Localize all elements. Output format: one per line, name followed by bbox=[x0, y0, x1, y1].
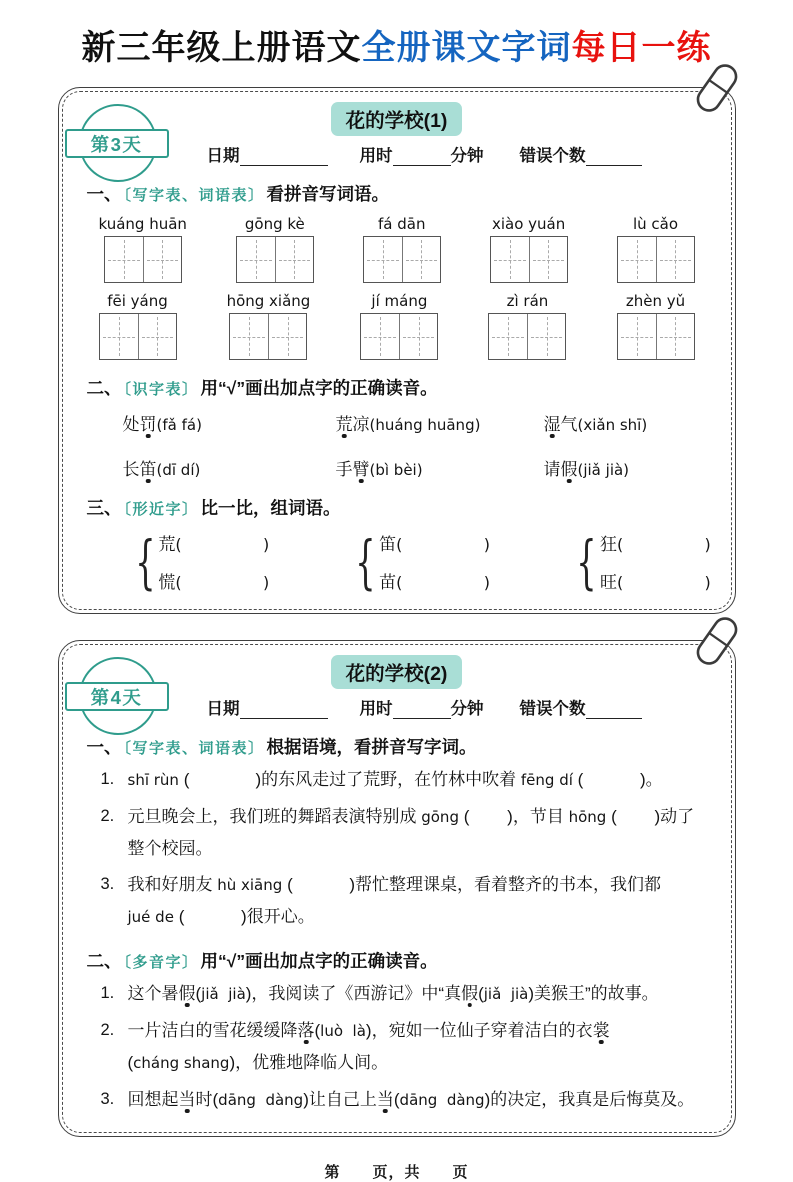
pinyin-text: hōng xiǎng bbox=[226, 292, 311, 310]
sentence-segment: )，宛如一位仙子穿着洁白的衣 bbox=[365, 1021, 593, 1040]
writing-cell bbox=[237, 237, 275, 282]
sentence-segment: )，优雅地降临人间。 bbox=[229, 1053, 389, 1072]
paperclip-icon bbox=[693, 56, 741, 120]
sentence-body bbox=[128, 869, 707, 933]
dot-word bbox=[336, 460, 370, 479]
sentence-segment: luò là bbox=[320, 1022, 366, 1040]
pinyin-word-item bbox=[236, 215, 314, 283]
writing-cell bbox=[489, 314, 527, 359]
word-char: 处 bbox=[122, 415, 140, 434]
date-label: 日期 bbox=[206, 700, 240, 718]
section-title: 比一比，组词语。 bbox=[200, 498, 341, 518]
minute-label: 分钟 bbox=[450, 147, 484, 165]
sentence-segment: ( )帮忙整理课桌，看着整齐的书本，我们都 bbox=[287, 875, 666, 894]
sentence-segment: cháng shang bbox=[133, 1054, 230, 1072]
writing-cell bbox=[618, 314, 656, 359]
sentence-item bbox=[101, 1084, 707, 1116]
section-number: 二、 bbox=[86, 378, 122, 398]
pair-blank: ( ) bbox=[616, 573, 711, 592]
word-char: 荒 bbox=[335, 415, 353, 434]
writing-cell bbox=[399, 314, 437, 359]
dot-word-item bbox=[544, 410, 707, 435]
sentence-segment: shī rùn bbox=[127, 771, 184, 789]
pinyin-writing-grid bbox=[87, 215, 707, 360]
day-badge bbox=[69, 104, 165, 190]
pair-blank: ( ) bbox=[616, 535, 711, 554]
pair-char: 苗 bbox=[379, 573, 397, 592]
writing-grid bbox=[488, 313, 566, 360]
sentence-body bbox=[128, 764, 707, 796]
sentence-segment: 一片洁白的雪花缓缓降 bbox=[127, 1021, 298, 1040]
sentence-segment: gōng bbox=[421, 808, 464, 826]
sentence-segment: hōng bbox=[568, 808, 612, 826]
pinyin-word-item bbox=[617, 292, 695, 360]
pinyin-word-item bbox=[488, 292, 566, 360]
word-char: 罚 bbox=[139, 415, 157, 434]
sentence-segment: 回想起 bbox=[127, 1090, 179, 1109]
sentence-body bbox=[128, 978, 707, 1010]
time-blank-line bbox=[393, 702, 451, 719]
date-label: 日期 bbox=[206, 147, 240, 165]
pinyin-word-item bbox=[360, 292, 438, 360]
word-char: 请 bbox=[543, 460, 561, 479]
sentence-segment: )美猴王”的故事。 bbox=[528, 984, 659, 1003]
writing-cell bbox=[275, 237, 313, 282]
word-char: 臂 bbox=[352, 460, 370, 479]
time-label: 用时 bbox=[359, 147, 393, 165]
writing-cell bbox=[143, 237, 181, 282]
dot-word bbox=[544, 460, 578, 479]
dot-word bbox=[336, 415, 370, 434]
dot-word-item bbox=[544, 455, 707, 480]
sentence-item bbox=[101, 801, 707, 864]
dot-word bbox=[123, 460, 157, 479]
sentence-segment: ( )很开心。 bbox=[178, 907, 315, 926]
pinyin-options: (dī dí) bbox=[156, 461, 201, 479]
error-label: 错误个数 bbox=[519, 700, 586, 718]
section-title: 用“√”画出加点字的正确读音。 bbox=[200, 951, 438, 971]
pinyin-word-item bbox=[99, 292, 177, 360]
sentence-segment: ( bbox=[195, 984, 202, 1003]
title-part-black: 新三年级上册语文 bbox=[81, 28, 362, 68]
section-heading bbox=[87, 181, 707, 206]
sentence-item bbox=[101, 869, 707, 933]
writing-cell bbox=[402, 237, 440, 282]
section-number: 一、 bbox=[86, 184, 122, 204]
sentence-segment: 这个暑 bbox=[127, 984, 179, 1003]
sentence-segment: ( bbox=[314, 1021, 321, 1040]
error-label: 错误个数 bbox=[519, 147, 586, 165]
writing-grid bbox=[617, 313, 695, 360]
brace-icon: { bbox=[355, 527, 376, 596]
pair-line bbox=[379, 530, 490, 555]
day-badge bbox=[69, 657, 165, 743]
section-tag: 〔写字表、词语表〕 bbox=[123, 740, 265, 757]
section-title: 看拼音写词语。 bbox=[266, 184, 390, 204]
writing-grid bbox=[236, 236, 314, 283]
sentence-segment: jué de bbox=[127, 908, 179, 926]
word-char: 凉 bbox=[352, 415, 370, 434]
pair-line bbox=[158, 568, 269, 593]
brace-icon: { bbox=[134, 527, 156, 596]
pinyin-text: kuáng huān bbox=[98, 215, 187, 233]
writing-cell bbox=[491, 237, 529, 282]
dot-word-item bbox=[336, 410, 544, 435]
sentence-segment: 我和好朋友 bbox=[127, 875, 218, 894]
pair-char: 狂 bbox=[599, 535, 617, 554]
sentence-segment: 假 bbox=[461, 984, 479, 1003]
sentence-item bbox=[101, 978, 707, 1010]
writing-cell bbox=[100, 314, 138, 359]
compare-pair bbox=[568, 527, 711, 596]
word-char: 长 bbox=[122, 460, 140, 479]
section-tag: 〔识字表〕 bbox=[123, 381, 199, 398]
section-heading bbox=[87, 375, 707, 400]
sentence-segment: )的决定，我真是后悔莫及。 bbox=[484, 1090, 695, 1109]
dot-word-item bbox=[336, 455, 544, 480]
writing-grid bbox=[363, 236, 441, 283]
section-tag: 〔写字表、词语表〕 bbox=[123, 187, 265, 204]
compare-pair bbox=[347, 527, 491, 596]
pinyin-word-item bbox=[99, 215, 187, 283]
writing-cell bbox=[105, 237, 143, 282]
pair-line bbox=[379, 568, 490, 593]
sentence-segment: 当 bbox=[178, 1090, 196, 1109]
sentence-item bbox=[101, 764, 707, 796]
writing-cell bbox=[361, 314, 399, 359]
sentence-segment: 落 bbox=[297, 1021, 315, 1040]
pinyin-options: (fǎ fá) bbox=[156, 416, 202, 434]
word-char: 笛 bbox=[139, 460, 157, 479]
pair-blank: ( ) bbox=[396, 535, 491, 554]
dot-word-grid bbox=[123, 410, 707, 480]
writing-cell bbox=[364, 237, 402, 282]
compare-pair bbox=[127, 527, 270, 596]
pinyin-word-item bbox=[363, 215, 441, 283]
sentence-segment: 裳 bbox=[592, 1021, 610, 1040]
sentence-segment: ( bbox=[393, 1090, 400, 1109]
sentence-segment: 时( bbox=[195, 1090, 219, 1109]
meta-row bbox=[207, 142, 707, 166]
sentence-segment: 假 bbox=[178, 984, 196, 1003]
writing-grid bbox=[490, 236, 568, 283]
sentence-segment: dāng dàng bbox=[399, 1091, 485, 1109]
pair-line bbox=[600, 568, 711, 593]
section-heading bbox=[87, 734, 707, 759]
writing-cell bbox=[527, 314, 565, 359]
dot-word bbox=[123, 415, 157, 434]
word-char: 假 bbox=[560, 460, 578, 479]
date-blank-line bbox=[240, 702, 328, 719]
pair-char: 慌 bbox=[158, 573, 176, 592]
pair-line bbox=[158, 530, 269, 555]
sentence-segment: ( )动了整个校园。 bbox=[127, 807, 695, 858]
section-tag: 〔多音字〕 bbox=[123, 954, 199, 971]
page-footer: 第 页，共 页 bbox=[324, 1164, 469, 1181]
sentence-segment: 当 bbox=[376, 1090, 394, 1109]
section-heading bbox=[87, 495, 707, 520]
pair-blank: ( ) bbox=[396, 573, 491, 592]
pair-lines bbox=[158, 530, 269, 593]
sentence-list bbox=[101, 764, 707, 933]
worksheet-card-day3 bbox=[58, 87, 736, 614]
pair-char: 荒 bbox=[158, 535, 176, 554]
error-blank-line bbox=[586, 702, 642, 719]
writing-cell bbox=[618, 237, 656, 282]
pair-char: 笛 bbox=[379, 535, 397, 554]
pinyin-text: lù cǎo bbox=[632, 215, 679, 233]
sentence-segment: ( bbox=[478, 984, 484, 1003]
dot-word bbox=[544, 415, 578, 434]
section-tag: 〔形近字〕 bbox=[123, 501, 199, 518]
pinyin-word-row bbox=[87, 292, 707, 360]
pair-blank: ( ) bbox=[175, 573, 270, 592]
sentence-segment: fēng dí bbox=[520, 771, 578, 789]
pair-lines bbox=[379, 530, 490, 593]
sentence-segment: )让自己上 bbox=[303, 1090, 377, 1109]
meta-row bbox=[207, 695, 707, 719]
pinyin-text: zhèn yǔ bbox=[625, 292, 686, 310]
time-label: 用时 bbox=[359, 700, 393, 718]
sentence-segment: )，我阅读了《西游记》中“真 bbox=[245, 984, 462, 1003]
day-badge-label: 第4天 bbox=[65, 682, 169, 711]
pinyin-word-item bbox=[227, 292, 311, 360]
brace-icon: { bbox=[576, 527, 597, 596]
sentence-segment: ( bbox=[127, 1053, 134, 1072]
writing-cell bbox=[268, 314, 306, 359]
dot-word-item bbox=[123, 410, 336, 435]
word-char: 气 bbox=[560, 415, 578, 434]
writing-grid bbox=[104, 236, 182, 283]
pinyin-options: (jiǎ jià) bbox=[577, 461, 630, 479]
sentence-list bbox=[101, 978, 707, 1116]
minute-label: 分钟 bbox=[450, 700, 484, 718]
sentence-segment: jiǎ jià bbox=[483, 985, 529, 1003]
writing-cell bbox=[230, 314, 268, 359]
sentence-body bbox=[128, 801, 707, 864]
title-part-red: 每日一练 bbox=[571, 28, 712, 68]
pair-lines bbox=[600, 530, 711, 593]
word-char: 湿 bbox=[543, 415, 561, 434]
writing-grid bbox=[617, 236, 695, 283]
writing-grid bbox=[360, 313, 438, 360]
pinyin-text: jí máng bbox=[371, 292, 428, 310]
title-part-blue: 全册课文字词 bbox=[361, 28, 572, 68]
pair-blank: ( ) bbox=[175, 535, 270, 554]
error-blank-line bbox=[586, 149, 642, 166]
writing-cell bbox=[529, 237, 567, 282]
writing-grid bbox=[229, 313, 307, 360]
pinyin-word-row bbox=[87, 215, 707, 283]
compare-pairs-row bbox=[127, 527, 711, 596]
pinyin-text: xiào yuán bbox=[491, 215, 566, 233]
writing-cell bbox=[656, 237, 694, 282]
sentence-number: 3. bbox=[100, 875, 115, 893]
sentence-segment: jiǎ jià bbox=[201, 985, 246, 1003]
section-title: 根据语境，看拼音写字词。 bbox=[266, 737, 477, 757]
page-title bbox=[0, 20, 793, 69]
pinyin-text: gōng kè bbox=[244, 215, 305, 233]
paperclip-icon bbox=[693, 609, 741, 673]
sentence-item bbox=[101, 1015, 707, 1079]
writing-cell bbox=[138, 314, 176, 359]
writing-cell bbox=[656, 314, 694, 359]
time-blank-line bbox=[393, 149, 451, 166]
sentence-segment: ( )的东风走过了荒野，在竹林中吹着 bbox=[183, 770, 521, 789]
section-number: 一、 bbox=[86, 737, 122, 757]
section-number: 二、 bbox=[86, 951, 122, 971]
sentence-number: 3. bbox=[100, 1090, 115, 1108]
sentence-segment: 元旦晚会上，我们班的舞蹈表演特别成 bbox=[127, 807, 422, 826]
sentence-segment: hù xiāng bbox=[217, 876, 288, 894]
pinyin-text: zì rán bbox=[506, 292, 549, 310]
sentence-segment: ( )。 bbox=[577, 770, 663, 789]
section-title: 用“√”画出加点字的正确读音。 bbox=[200, 378, 438, 398]
writing-grid bbox=[99, 313, 177, 360]
pinyin-options: (xiǎn shī) bbox=[577, 416, 648, 434]
lesson-title: 花的学校(1) bbox=[331, 102, 463, 136]
sentence-segment: ( )，节目 bbox=[463, 807, 569, 826]
pair-line bbox=[600, 530, 711, 555]
lesson-title: 花的学校(2) bbox=[331, 655, 463, 689]
sentence-number: 2. bbox=[100, 1021, 115, 1039]
section-heading bbox=[87, 948, 707, 973]
word-char: 手 bbox=[335, 460, 353, 479]
pinyin-word-item bbox=[490, 215, 568, 283]
section-number: 三、 bbox=[86, 498, 122, 518]
date-blank-line bbox=[240, 149, 328, 166]
sentence-segment: dāng dàng bbox=[218, 1091, 304, 1109]
sentence-number: 2. bbox=[100, 807, 115, 825]
pinyin-options: (huáng huāng) bbox=[369, 416, 481, 434]
pinyin-word-item bbox=[617, 215, 695, 283]
sentence-body bbox=[128, 1015, 707, 1079]
worksheet-card-day4 bbox=[58, 640, 736, 1137]
pinyin-text: fēi yáng bbox=[107, 292, 168, 310]
dot-word-item bbox=[123, 455, 336, 480]
pinyin-text: fá dān bbox=[377, 215, 426, 233]
pair-char: 旺 bbox=[599, 573, 617, 592]
pinyin-options: (bì bèi) bbox=[369, 461, 423, 479]
sentence-body bbox=[128, 1084, 707, 1116]
sentence-number: 1. bbox=[100, 770, 115, 788]
sentence-number: 1. bbox=[100, 984, 115, 1002]
day-badge-label: 第3天 bbox=[65, 129, 169, 158]
